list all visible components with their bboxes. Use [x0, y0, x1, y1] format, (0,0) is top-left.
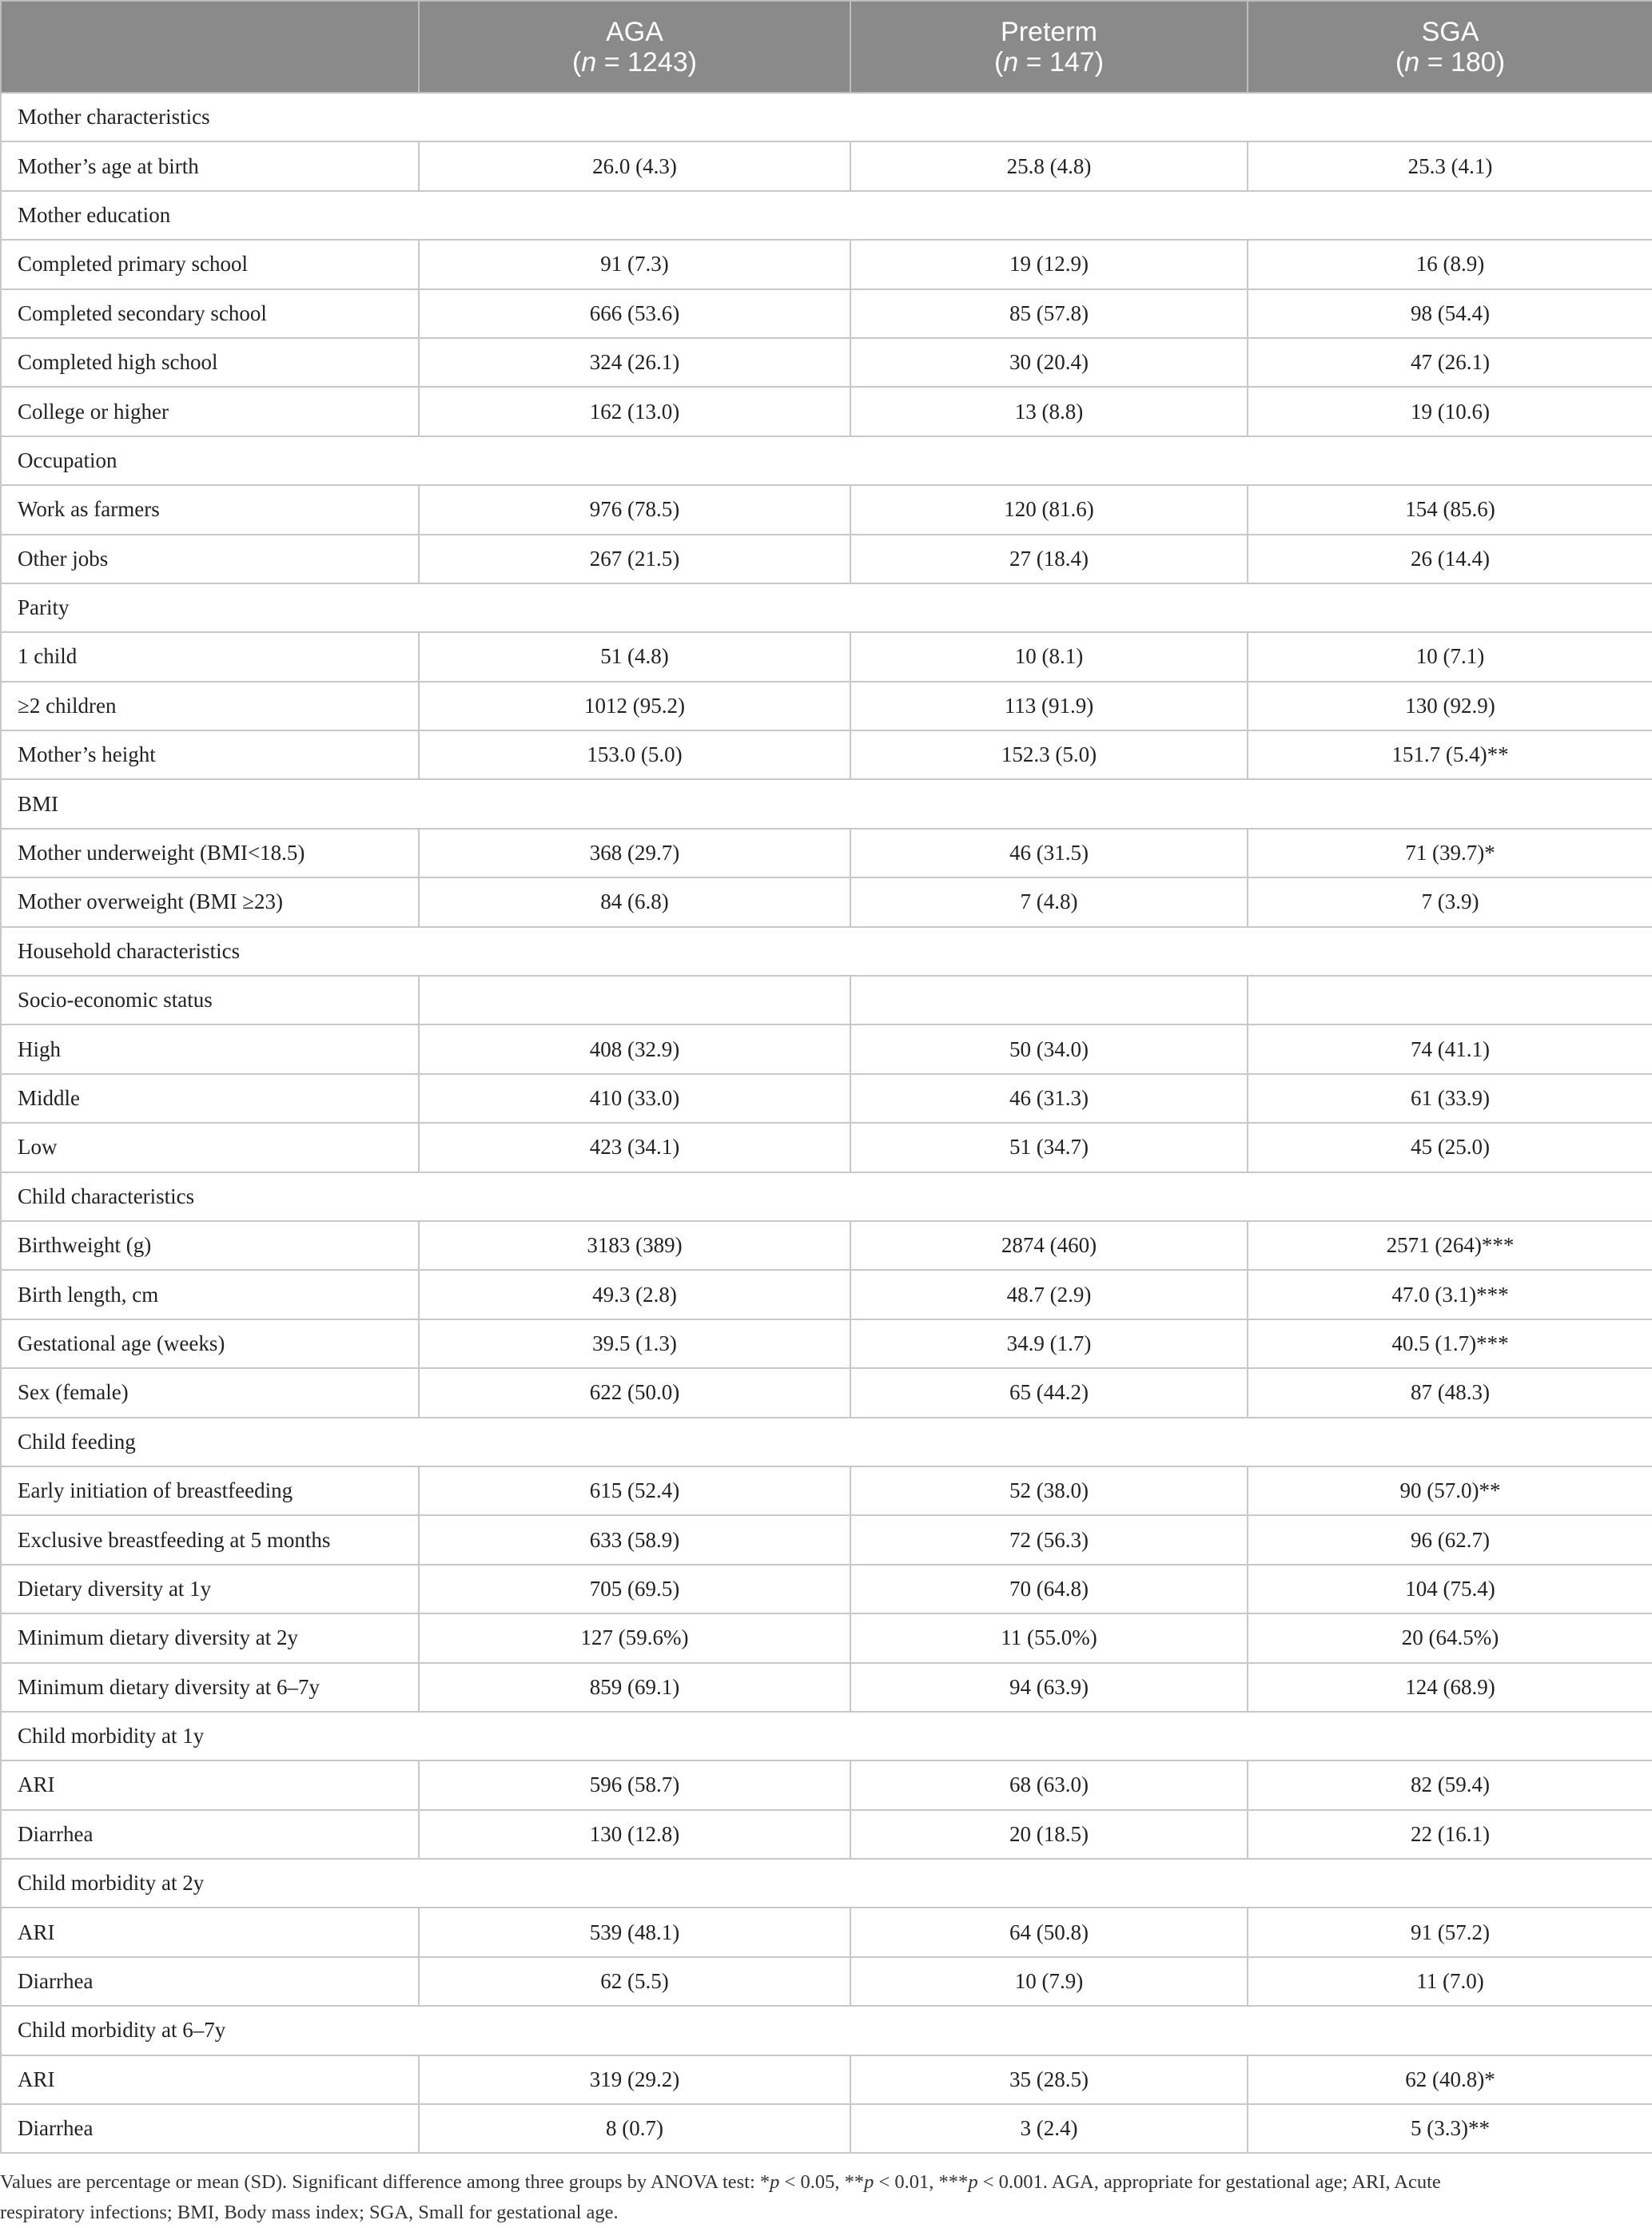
section-label: Occupation — [1, 436, 419, 485]
table-row — [1, 1663, 1652, 1712]
table-row — [1, 1319, 1652, 1368]
sga-value: 90 (57.0)** — [1248, 1466, 1652, 1515]
sga-value: 11 (7.0) — [1248, 1957, 1652, 2006]
section-fill — [419, 436, 1652, 485]
preterm-value: 52 (38.0) — [850, 1466, 1248, 1515]
preterm-value: 19 (12.9) — [850, 240, 1248, 288]
preterm-value: 152.3 (5.0) — [850, 730, 1248, 779]
table-row — [1, 1810, 1652, 1859]
section-label: Child morbidity at 2y — [1, 1859, 419, 1908]
aga-value: 26.0 (4.3) — [419, 141, 850, 190]
header-preterm-name: Preterm — [1001, 16, 1097, 47]
sga-value: 25.3 (4.1) — [1248, 141, 1652, 190]
row-label: ARI — [1, 2055, 419, 2104]
row-label: Minimum dietary diversity at 6–7y — [1, 1663, 419, 1712]
preterm-value: 70 (64.8) — [850, 1565, 1248, 1613]
section-label: Child morbidity at 1y — [1, 1712, 419, 1761]
preterm-value: 46 (31.3) — [850, 1074, 1248, 1123]
sga-value: 19 (10.6) — [1248, 387, 1652, 436]
table-row — [1, 877, 1652, 926]
sga-value: 151.7 (5.4)** — [1248, 730, 1652, 779]
aga-value: 153.0 (5.0) — [419, 730, 850, 779]
preterm-value: 30 (20.4) — [850, 338, 1248, 387]
sga-value: 5 (3.3)** — [1248, 2104, 1652, 2153]
row-label: ARI — [1, 1761, 419, 1809]
aga-value: 62 (5.5) — [419, 1957, 850, 2006]
aga-value: 84 (6.8) — [419, 877, 850, 926]
section-fill — [419, 1712, 1652, 1761]
row-label: Socio-economic status — [1, 976, 419, 1024]
aga-value: 423 (34.1) — [419, 1123, 850, 1172]
table-row — [1, 1368, 1652, 1417]
sga-value: 47 (26.1) — [1248, 338, 1652, 387]
row-label: Middle — [1, 1074, 419, 1123]
section-row — [1, 779, 1652, 828]
table-row — [1, 730, 1652, 779]
aga-value: 859 (69.1) — [419, 1663, 850, 1712]
table-row — [1, 240, 1652, 288]
aga-value: 319 (29.2) — [419, 2055, 850, 2104]
row-label: Other jobs — [1, 535, 419, 583]
aga-value: 49.3 (2.8) — [419, 1270, 850, 1319]
aga-value: 8 (0.7) — [419, 2104, 850, 2153]
header-preterm — [850, 1, 1248, 93]
aga-value: 3183 (389) — [419, 1221, 850, 1270]
aga-value — [419, 976, 850, 1024]
preterm-value: 2874 (460) — [850, 1221, 1248, 1270]
section-fill — [419, 779, 1652, 828]
section-label: BMI — [1, 779, 419, 828]
sga-value: 71 (39.7)* — [1248, 829, 1652, 877]
row-label: ≥2 children — [1, 682, 419, 730]
sga-value: 61 (33.9) — [1248, 1074, 1652, 1123]
section-row — [1, 1172, 1652, 1221]
row-label: Sex (female) — [1, 1368, 419, 1417]
table-body — [1, 93, 1652, 2153]
row-label: Completed high school — [1, 338, 419, 387]
sga-value: 98 (54.4) — [1248, 289, 1652, 338]
sga-value: 22 (16.1) — [1248, 1810, 1652, 1859]
aga-value: 127 (59.6%) — [419, 1613, 850, 1662]
section-row — [1, 93, 1652, 141]
section-row — [1, 436, 1652, 485]
row-label: ARI — [1, 1908, 419, 1956]
aga-value: 408 (32.9) — [419, 1024, 850, 1073]
aga-value: 666 (53.6) — [419, 289, 850, 338]
section-fill — [419, 927, 1652, 976]
sga-value: 62 (40.8)* — [1248, 2055, 1652, 2104]
aga-value: 51 (4.8) — [419, 632, 850, 681]
table-row — [1, 1515, 1652, 1564]
aga-value: 368 (29.7) — [419, 829, 850, 877]
row-label: Minimum dietary diversity at 2y — [1, 1613, 419, 1662]
table-row — [1, 632, 1652, 681]
preterm-value: 94 (63.9) — [850, 1663, 1248, 1712]
preterm-value: 35 (28.5) — [850, 2055, 1248, 2104]
table-row — [1, 1270, 1652, 1319]
preterm-value: 13 (8.8) — [850, 387, 1248, 436]
section-row — [1, 927, 1652, 976]
table-row — [1, 1957, 1652, 2006]
preterm-value: 68 (63.0) — [850, 1761, 1248, 1809]
preterm-value: 85 (57.8) — [850, 289, 1248, 338]
preterm-value: 10 (8.1) — [850, 632, 1248, 681]
sga-value: 2571 (264)*** — [1248, 1221, 1652, 1270]
row-label: Early initiation of breastfeeding — [1, 1466, 419, 1515]
table-row — [1, 1074, 1652, 1123]
table-row — [1, 289, 1652, 338]
sga-value: 91 (57.2) — [1248, 1908, 1652, 1956]
preterm-value — [850, 976, 1248, 1024]
aga-value: 976 (78.5) — [419, 485, 850, 534]
aga-value: 705 (69.5) — [419, 1565, 850, 1613]
preterm-value: 72 (56.3) — [850, 1515, 1248, 1564]
header-sga-name: SGA — [1421, 16, 1479, 47]
aga-value: 162 (13.0) — [419, 387, 850, 436]
sga-value: 74 (41.1) — [1248, 1024, 1652, 1073]
table-row — [1, 1761, 1652, 1809]
section-row — [1, 1712, 1652, 1761]
section-row — [1, 1418, 1652, 1466]
row-label: Mother overweight (BMI ≥23) — [1, 877, 419, 926]
section-label: Child characteristics — [1, 1172, 419, 1221]
row-label: Diarrhea — [1, 2104, 419, 2153]
row-label: Dietary diversity at 1y — [1, 1565, 419, 1613]
sga-value: 20 (64.5%) — [1248, 1613, 1652, 1662]
section-fill — [419, 1172, 1652, 1221]
sga-value: 10 (7.1) — [1248, 632, 1652, 681]
aga-value: 267 (21.5) — [419, 535, 850, 583]
table-row — [1, 1466, 1652, 1515]
sga-value: 96 (62.7) — [1248, 1515, 1652, 1564]
sga-value: 82 (59.4) — [1248, 1761, 1652, 1809]
row-label: Completed primary school — [1, 240, 419, 288]
preterm-value: 20 (18.5) — [850, 1810, 1248, 1859]
sga-value — [1248, 976, 1652, 1024]
row-label: Exclusive breastfeeding at 5 months — [1, 1515, 419, 1564]
preterm-value: 25.8 (4.8) — [850, 141, 1248, 190]
row-label: Gestational age (weeks) — [1, 1319, 419, 1368]
row-label: Diarrhea — [1, 1810, 419, 1859]
preterm-value: 27 (18.4) — [850, 535, 1248, 583]
aga-value: 324 (26.1) — [419, 338, 850, 387]
row-label: Birth length, cm — [1, 1270, 419, 1319]
aga-value: 39.5 (1.3) — [419, 1319, 850, 1368]
section-row — [1, 191, 1652, 240]
preterm-value: 46 (31.5) — [850, 829, 1248, 877]
aga-value: 596 (58.7) — [419, 1761, 850, 1809]
row-label: Mother’s age at birth — [1, 141, 419, 190]
section-fill — [419, 93, 1652, 141]
section-fill — [419, 1418, 1652, 1466]
table-row — [1, 141, 1652, 190]
header-sga-n: (n = 180) — [1395, 46, 1506, 78]
section-row — [1, 2006, 1652, 2055]
table-row — [1, 1024, 1652, 1073]
table-row — [1, 2055, 1652, 2104]
aga-value: 410 (33.0) — [419, 1074, 850, 1123]
preterm-value: 113 (91.9) — [850, 682, 1248, 730]
row-label: College or higher — [1, 387, 419, 436]
row-label: Birthweight (g) — [1, 1221, 419, 1270]
row-label: Completed secondary school — [1, 289, 419, 338]
sga-value: 16 (8.9) — [1248, 240, 1652, 288]
preterm-value: 7 (4.8) — [850, 877, 1248, 926]
header-aga — [419, 1, 850, 93]
section-label: Household characteristics — [1, 927, 419, 976]
table-footnote: Values are percentage or mean (SD). Significant difference among three groups by ANOVA test: *p < 0.05, **p < 0.01, ***p < 0.001. AGA, appropriate for gestational age; ARI, Acute respiratory infections; BMI, Body mass index; SGA, Small for gestational age. — [0, 2171, 1441, 2223]
section-fill — [419, 1859, 1652, 1908]
sga-value: 7 (3.9) — [1248, 877, 1652, 926]
table-row — [1, 1613, 1652, 1662]
preterm-value: 64 (50.8) — [850, 1908, 1248, 1956]
section-fill — [419, 583, 1652, 632]
table-row — [1, 2104, 1652, 2153]
section-fill — [419, 2006, 1652, 2055]
sga-value: 47.0 (3.1)*** — [1248, 1270, 1652, 1319]
aga-value: 622 (50.0) — [419, 1368, 850, 1417]
table-row — [1, 682, 1652, 730]
preterm-value: 50 (34.0) — [850, 1024, 1248, 1073]
aga-value: 1012 (95.2) — [419, 682, 850, 730]
table-row — [1, 1221, 1652, 1270]
sga-value: 154 (85.6) — [1248, 485, 1652, 534]
table-row — [1, 535, 1652, 583]
row-label: Work as farmers — [1, 485, 419, 534]
row-label: Mother underweight (BMI<18.5) — [1, 829, 419, 877]
table-row — [1, 485, 1652, 534]
sga-value: 45 (25.0) — [1248, 1123, 1652, 1172]
row-label: 1 child — [1, 632, 419, 681]
row-label: Mother’s height — [1, 730, 419, 779]
aga-value: 615 (52.4) — [419, 1466, 850, 1515]
section-fill — [419, 191, 1652, 240]
header-sga — [1248, 1, 1652, 93]
section-label: Child feeding — [1, 1418, 419, 1466]
sga-value: 124 (68.9) — [1248, 1663, 1652, 1712]
aga-value: 539 (48.1) — [419, 1908, 850, 1956]
header-empty-cell — [1, 1, 419, 93]
table-row — [1, 1123, 1652, 1172]
table-row — [1, 387, 1652, 436]
aga-value: 633 (58.9) — [419, 1515, 850, 1564]
aga-value: 91 (7.3) — [419, 240, 850, 288]
section-row — [1, 583, 1652, 632]
header-aga-name: AGA — [606, 16, 663, 47]
sga-value: 26 (14.4) — [1248, 535, 1652, 583]
section-label: Mother characteristics — [1, 93, 419, 141]
section-label: Mother education — [1, 191, 419, 240]
table-header — [1, 1, 1652, 93]
preterm-value: 10 (7.9) — [850, 1957, 1248, 2006]
preterm-value: 120 (81.6) — [850, 485, 1248, 534]
row-label: Diarrhea — [1, 1957, 419, 2006]
preterm-value: 3 (2.4) — [850, 2104, 1248, 2153]
section-row — [1, 1859, 1652, 1908]
table-row — [1, 338, 1652, 387]
header-aga-n: (n = 1243) — [572, 46, 697, 78]
section-label: Child morbidity at 6–7y — [1, 2006, 419, 2055]
row-label: High — [1, 1024, 419, 1073]
preterm-value: 34.9 (1.7) — [850, 1319, 1248, 1368]
row-label: Low — [1, 1123, 419, 1172]
sga-value: 130 (92.9) — [1248, 682, 1652, 730]
preterm-value: 11 (55.0%) — [850, 1613, 1248, 1662]
table-row — [1, 976, 1652, 1024]
preterm-value: 65 (44.2) — [850, 1368, 1248, 1417]
sga-value: 40.5 (1.7)*** — [1248, 1319, 1652, 1368]
preterm-value: 48.7 (2.9) — [850, 1270, 1248, 1319]
sga-value: 104 (75.4) — [1248, 1565, 1652, 1613]
section-label: Parity — [1, 583, 419, 632]
aga-value: 130 (12.8) — [419, 1810, 850, 1859]
table-row — [1, 829, 1652, 877]
table-row — [1, 1908, 1652, 1956]
header-preterm-n: (n = 147) — [993, 46, 1105, 78]
table-row — [1, 1565, 1652, 1613]
preterm-value: 51 (34.7) — [850, 1123, 1248, 1172]
sga-value: 87 (48.3) — [1248, 1368, 1652, 1417]
